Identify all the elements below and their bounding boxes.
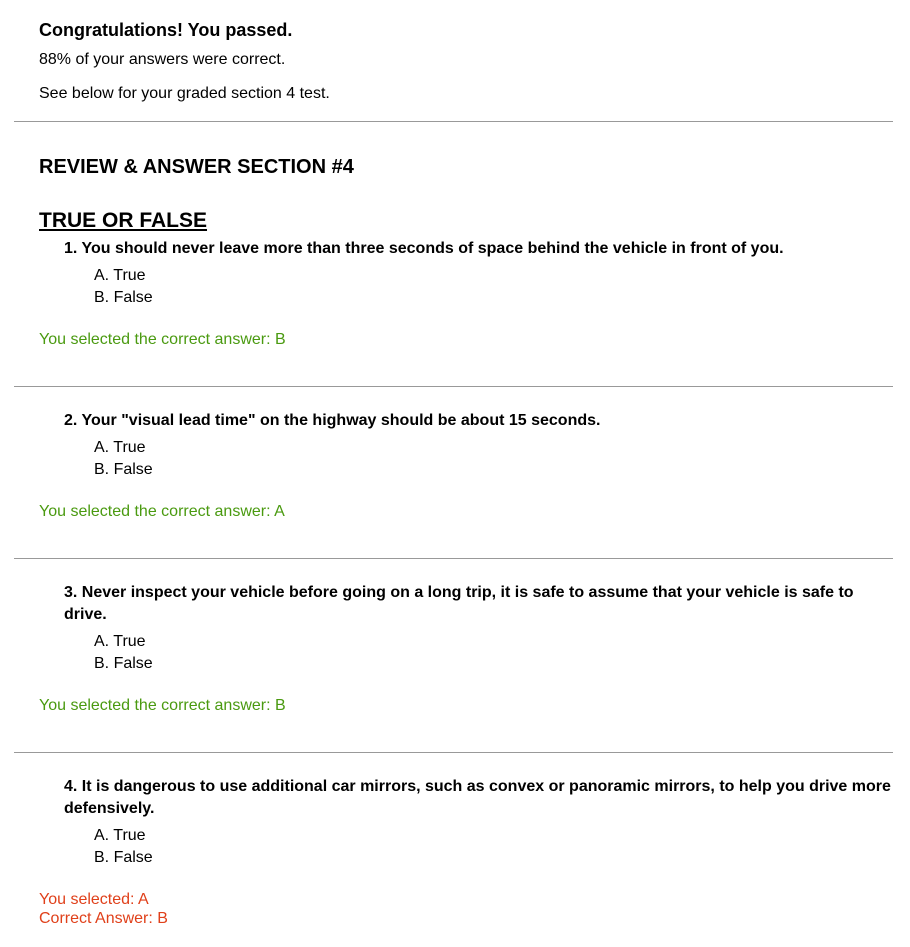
- graded-test-note: See below for your graded section 4 test.: [39, 85, 330, 102]
- option-a: A. True: [94, 633, 146, 650]
- option-a: A. True: [94, 267, 146, 284]
- option-b: B. False: [94, 655, 153, 672]
- section-title: REVIEW & ANSWER SECTION #4: [39, 156, 354, 178]
- question-4-selected: You selected: A: [39, 891, 149, 908]
- question-2-text: 2. Your "visual lead time" on the highway should be about 15 seconds.: [64, 412, 601, 429]
- divider: [14, 121, 893, 122]
- question-4-options: [94, 825, 153, 869]
- option-b: B. False: [94, 289, 153, 306]
- score-summary: 88% of your answers were correct.: [39, 51, 286, 68]
- question-1-result: You selected the correct answer: B: [39, 331, 286, 348]
- question-1-options: [94, 265, 153, 309]
- question-4-text: 4. It is dangerous to use additional car mirrors, such as convex or panoramic mirrors, to help you drive more defensively.: [64, 778, 891, 817]
- divider: [14, 752, 893, 753]
- option-a: A. True: [94, 827, 146, 844]
- question-2-options: [94, 437, 153, 481]
- option-a: A. True: [94, 439, 146, 456]
- option-b: B. False: [94, 461, 153, 478]
- option-b: B. False: [94, 849, 153, 866]
- question-3-text: 3. Never inspect your vehicle before going on a long trip, it is safe to assume that your vehicle is safe to drive.: [64, 584, 854, 623]
- divider: [14, 386, 893, 387]
- question-1-text: 1. You should never leave more than three seconds of space behind the vehicle in front of you.: [64, 240, 784, 257]
- question-3-result: You selected the correct answer: B: [39, 697, 286, 714]
- question-4-correct-answer: Correct Answer: B: [39, 910, 168, 927]
- congratulations-heading: Congratulations! You passed.: [39, 20, 293, 40]
- question-3-options: [94, 631, 153, 675]
- question-2-result: You selected the correct answer: A: [39, 503, 285, 520]
- subsection-title: TRUE OR FALSE: [39, 209, 208, 232]
- divider: [14, 558, 893, 559]
